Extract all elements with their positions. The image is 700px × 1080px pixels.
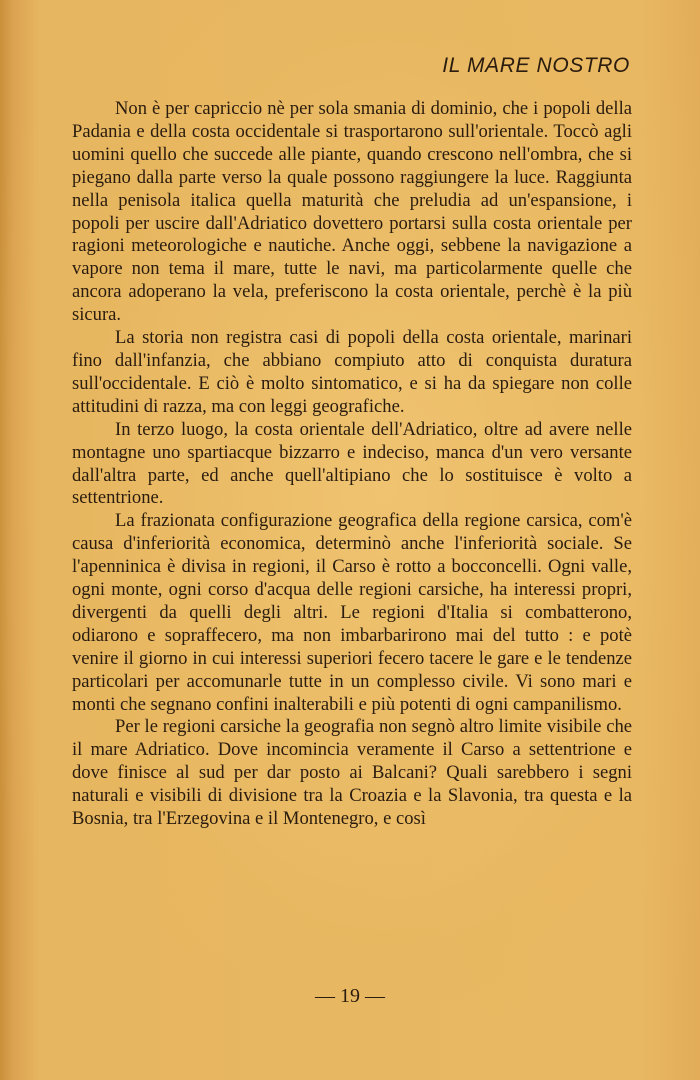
paragraph: Non è per capriccio nè per sola smania di dominio, che i popoli della Padania e della costa occidentale si trasportarono sull'orientale. Toccò agli uomini quello che succede alle piante, quando crescono nell'ombra, che si piegano dalla parte verso la quale possono raggiungere la luce. Raggiunta nella penisola italica quella maturità che preludia ad un'espansione, i popoli per uscire dall'Adriatico dovettero portarsi sulla costa orientale per ragioni meteorologiche e nautiche. Anche oggi, sebbene la navigazione a vapore non tema il mare, tutte le navi, ma particolarmente quelle che ancora adoperano la vela, preferiscono la costa orientale, perchè è la più sicura. <box>72 98 632 326</box>
paragraph: In terzo luogo, la costa orientale dell'Adriatico, oltre ad avere nelle montagne uno spartiacque bizzarro e indeciso, manca d'un vero versante dall'altra parte, ed anche quell'altipiano che lo sostituisce è volto a settentrione. <box>72 418 632 509</box>
paragraph: La storia non registra casi di popoli della costa orientale, marinari fino dall'infanzia, che abbiano compiuto atto di conquista duratura sull'occidentale. E ciò è molto sintomatico, e si ha da spiegare non colle attitudini di razza, ma con leggi geografiche. <box>72 327 632 417</box>
page-number: — 19 — <box>315 985 385 1007</box>
running-title: IL MARE NOSTRO <box>442 54 630 77</box>
paragraph: Per le regioni carsiche la geografia non segnò altro limite visibile che il mare Adriatico. Dove incomincia veramente il Carso a settentrione e dove finisce al sud per dar posto ai Balcani? Quali sarebbero i segni naturali e visibili di divisione tra la Croazia e la Slavonia, tra questa e la Bosnia, tra l'Erzegovina e il Montenegro, e così <box>72 716 632 830</box>
paragraph: La frazionata configurazione geografica della regione carsica, com'è causa d'inferiorità economica, determinò anche l'inferiorità sociale. Se l'apenninica è divisa in regioni, il Carso è rotto a bocconcelli. Ogni valle, ogni monte, ogni corso d'acqua delle regioni carsiche, ha interessi propri, divergenti da quelli degli altri. Le regioni d'Italia si combatterono, odiarono e sopraffecero, ma non imbarbarirono mai del tutto : e potè venire il giorno in cui interessi superiori fecero tacere le gare e le tendenze particolari per accomunarle tutte in un complesso civile. Vi sono mari e monti che segnano confini inalterabili e più potenti di ogni campanilismo. <box>72 510 632 715</box>
body-text <box>72 98 632 831</box>
